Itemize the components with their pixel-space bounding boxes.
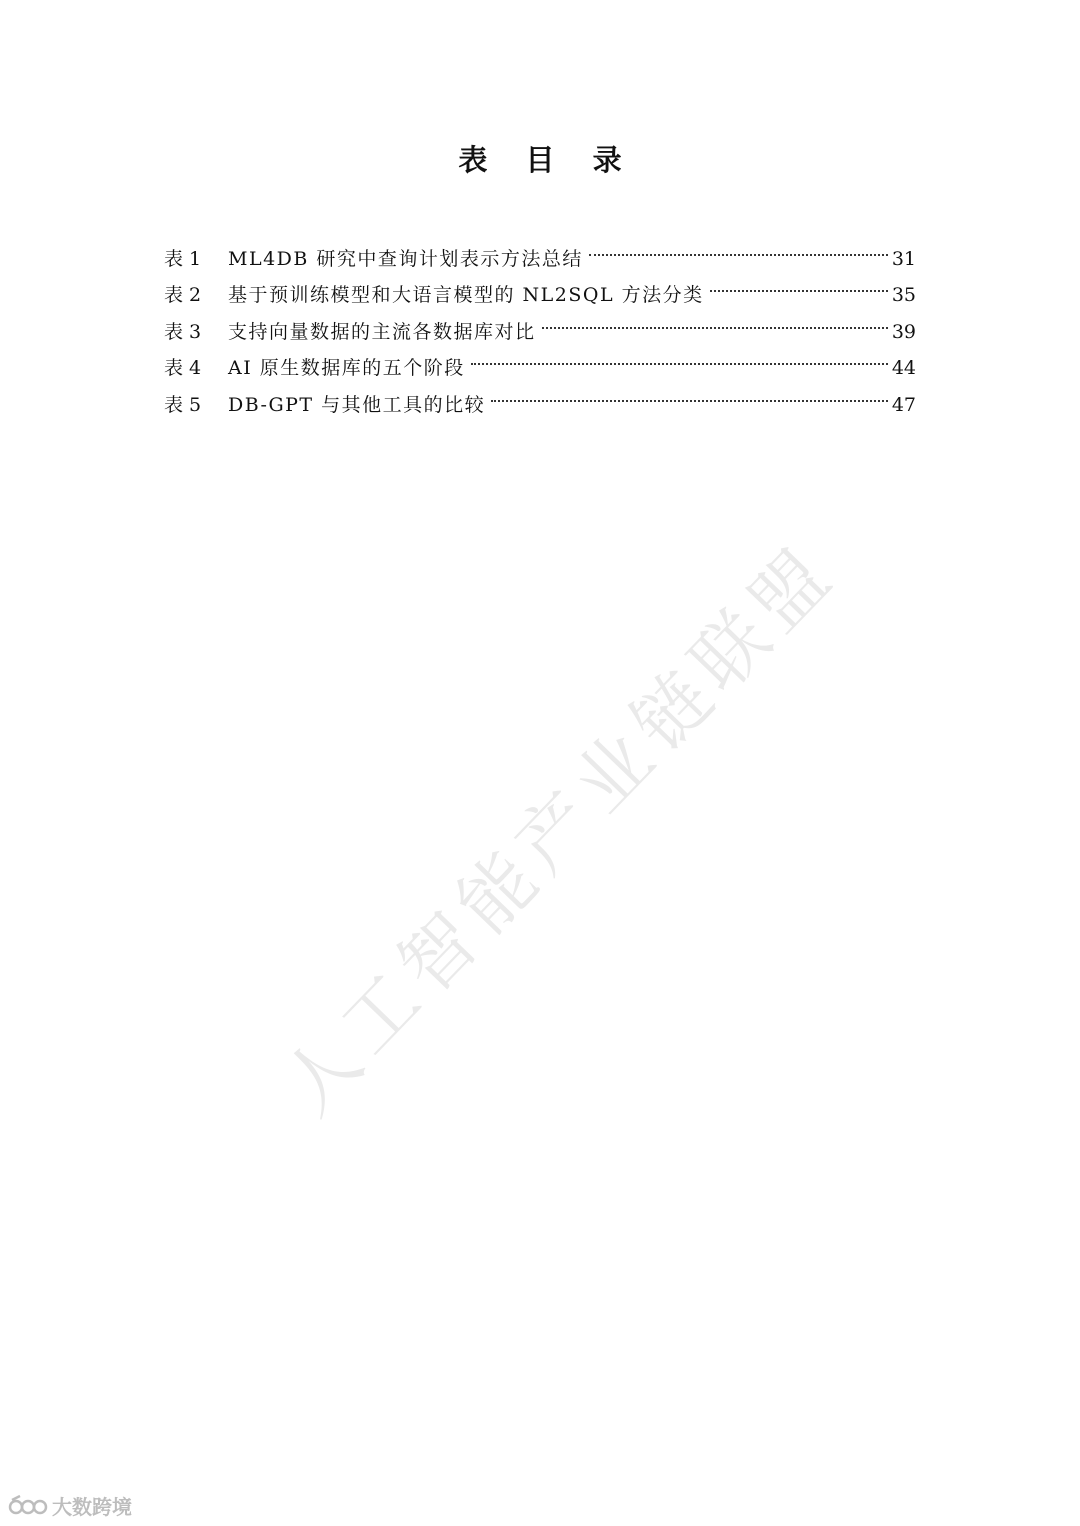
brand-watermark (8, 1491, 132, 1520)
toc-entry[interactable] (164, 228, 916, 270)
toc-dot-leader (542, 301, 888, 338)
toc-entry-label: 表 4 (164, 357, 202, 379)
toc-entry-page: 31 (891, 247, 916, 270)
brand-name: 大数跨境 (52, 1495, 132, 1519)
brand-logo-icon (8, 1494, 48, 1518)
toc-dot-leader (491, 374, 888, 411)
page-title: 表 目 录 (458, 143, 636, 177)
toc-entry-title: 基于预训练模型和大语言模型的 NL2SQL 方法分类 (228, 284, 704, 306)
toc-entry-page: 47 (891, 393, 916, 416)
toc-entry-label: 表 2 (164, 284, 202, 306)
toc-entry-page: 39 (891, 320, 916, 343)
toc-dot-leader (710, 265, 888, 302)
toc-dot-leader (471, 338, 888, 375)
toc-dot-leader (589, 228, 888, 265)
toc-entry-title: ML4DB 研究中查询计划表示方法总结 (228, 247, 583, 270)
toc-entry-label: 表 1 (164, 247, 202, 270)
toc-entry-title: AI 原生数据库的五个阶段 (228, 357, 465, 379)
toc-entry-label: 表 3 (164, 320, 202, 343)
toc-entry-title: DB-GPT 与其他工具的比较 (228, 393, 486, 416)
toc-entry-page: 44 (891, 357, 916, 379)
watermark-text: 人工智能产业链联盟 (265, 527, 853, 1131)
toc-entry-label: 表 5 (164, 393, 202, 416)
toc-entry-title: 支持向量数据的主流各数据库对比 (228, 320, 536, 343)
table-of-contents (164, 228, 916, 416)
toc-entry-page: 35 (891, 284, 916, 306)
